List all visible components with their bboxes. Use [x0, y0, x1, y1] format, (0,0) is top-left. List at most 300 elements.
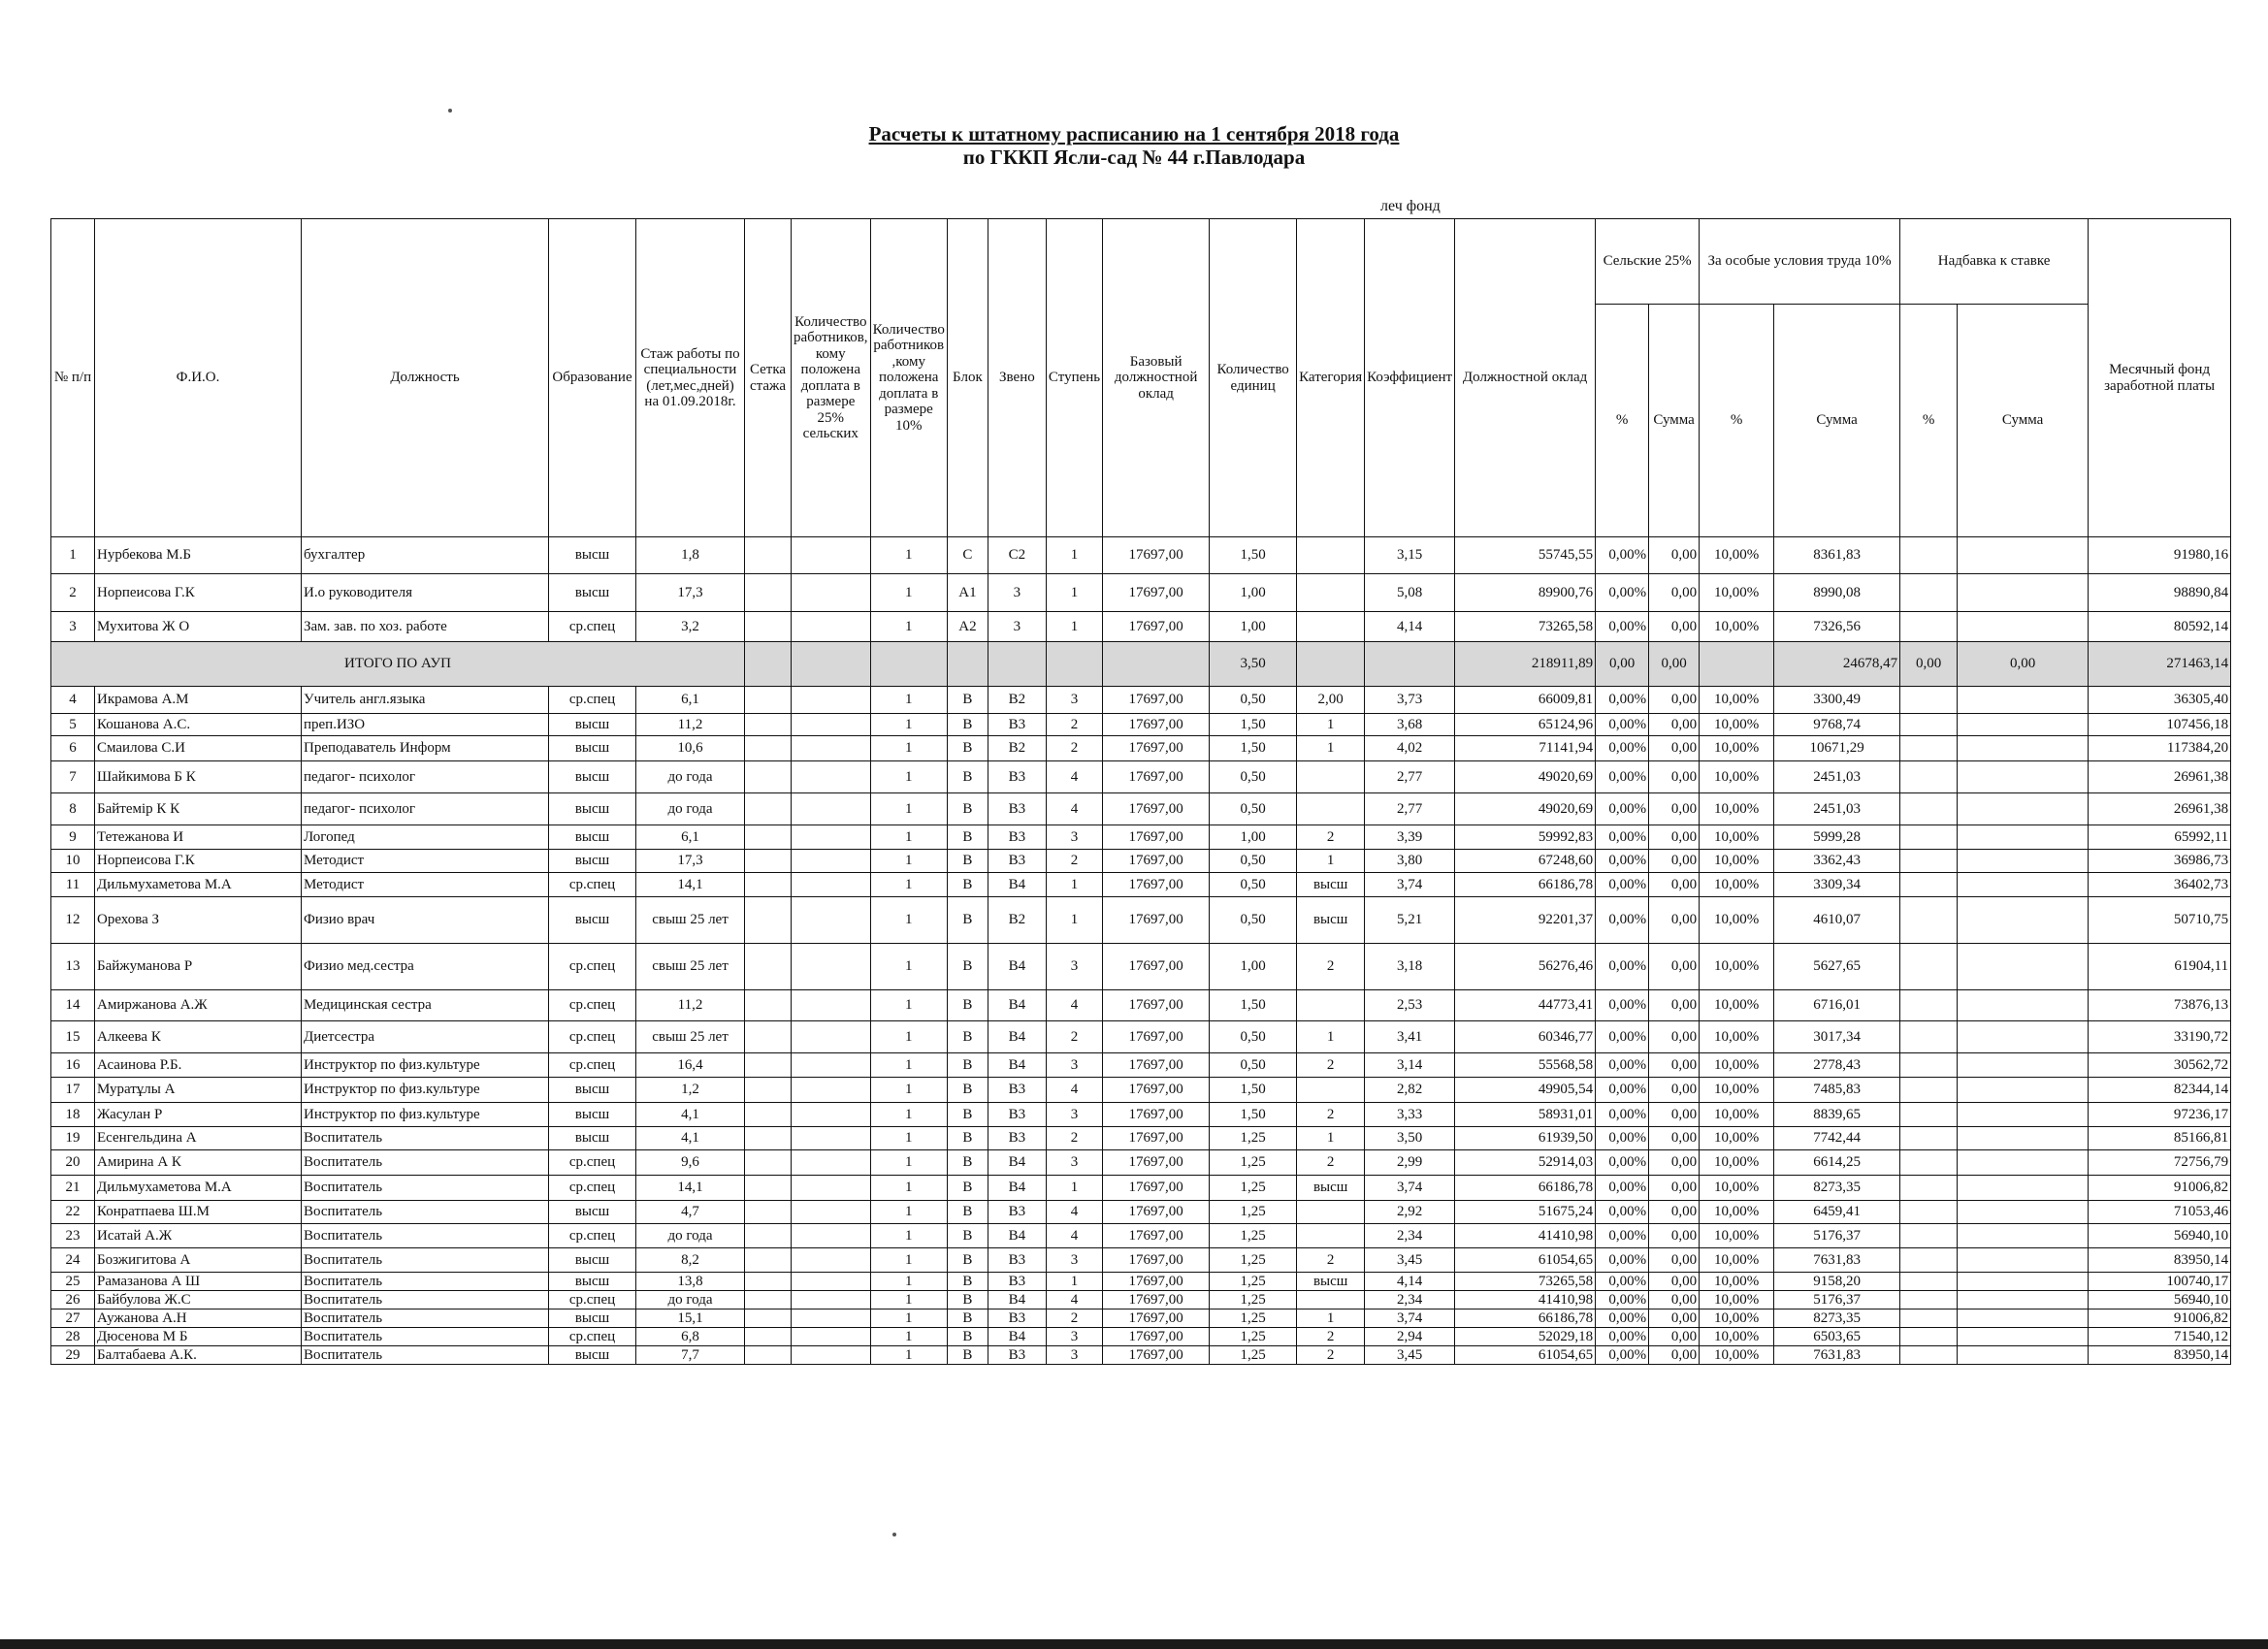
row-units: 0,50 [1210, 1053, 1297, 1078]
row-cond-sum: 5999,28 [1774, 825, 1900, 850]
table-row [51, 1291, 2231, 1310]
row-bonus-pct [1900, 1273, 1958, 1291]
row-link: В4 [988, 1021, 1046, 1053]
table-row [51, 1310, 2231, 1328]
row-position: Воспитатель [302, 1291, 549, 1310]
scan-speck [448, 109, 452, 113]
row-cond-sum: 8361,83 [1774, 537, 1900, 574]
row-salary: 51675,24 [1455, 1201, 1596, 1224]
row-salary: 49020,69 [1455, 761, 1596, 793]
row-count-rural [792, 944, 871, 990]
row-bonus-sum [1958, 736, 2089, 761]
row-step: 1 [1046, 1176, 1102, 1201]
row-fio: Байтемір К К [95, 793, 302, 825]
total-salary: 218911,89 [1455, 642, 1596, 687]
row-units: 1,00 [1210, 612, 1297, 642]
row-count-rural [792, 761, 871, 793]
col-group-bonus: Надбавка к ставке [1900, 219, 2089, 305]
row-education: ср.спец [549, 1053, 636, 1078]
row-coef: 3,74 [1365, 1176, 1455, 1201]
row-count-conditions: 1 [870, 897, 947, 944]
row-number: 20 [51, 1150, 95, 1176]
row-block: В [947, 944, 988, 990]
row-base-salary: 17697,00 [1103, 1273, 1210, 1291]
row-link: В3 [988, 1273, 1046, 1291]
col-education: Образование [549, 219, 636, 537]
row-salary: 52914,03 [1455, 1150, 1596, 1176]
row-experience: до года [636, 793, 745, 825]
row-block: В [947, 1346, 988, 1365]
row-link: В3 [988, 761, 1046, 793]
row-step: 4 [1046, 761, 1102, 793]
row-bonus-sum [1958, 1078, 2089, 1103]
row-count-conditions: 1 [870, 736, 947, 761]
row-base-salary: 17697,00 [1103, 1127, 1210, 1150]
row-category: высш [1297, 1273, 1365, 1291]
row-number: 14 [51, 990, 95, 1021]
row-monthly-fund: 56940,10 [2089, 1291, 2231, 1310]
row-number: 24 [51, 1248, 95, 1273]
row-block: В [947, 1176, 988, 1201]
row-bonus-pct [1900, 944, 1958, 990]
row-count-conditions: 1 [870, 944, 947, 990]
row-cond-sum: 7742,44 [1774, 1127, 1900, 1150]
row-number: 10 [51, 850, 95, 873]
row-count-conditions: 1 [870, 761, 947, 793]
row-count-conditions: 1 [870, 1201, 947, 1224]
col-num: № п/п [51, 219, 95, 537]
row-grid [745, 1310, 792, 1328]
row-step: 2 [1046, 736, 1102, 761]
row-experience: до года [636, 761, 745, 793]
row-base-salary: 17697,00 [1103, 1176, 1210, 1201]
row-grid [745, 873, 792, 897]
row-units: 0,50 [1210, 850, 1297, 873]
row-number: 9 [51, 825, 95, 850]
row-step: 3 [1046, 1053, 1102, 1078]
row-count-rural [792, 1346, 871, 1365]
row-coef: 2,53 [1365, 990, 1455, 1021]
document-subtitle: по ГККП Ясли-сад № 44 г.Павлодара [962, 146, 1306, 169]
row-count-conditions: 1 [870, 1103, 947, 1127]
row-cond-pct: 10,00% [1700, 1021, 1774, 1053]
row-monthly-fund: 26961,38 [2089, 793, 2231, 825]
row-bonus-sum [1958, 850, 2089, 873]
row-experience: 1,2 [636, 1078, 745, 1103]
row-grid [745, 944, 792, 990]
row-link: В3 [988, 825, 1046, 850]
row-count-conditions: 1 [870, 537, 947, 574]
row-bonus-sum [1958, 1021, 2089, 1053]
row-base-salary: 17697,00 [1103, 761, 1210, 793]
row-base-salary: 17697,00 [1103, 1310, 1210, 1328]
table-row [51, 1201, 2231, 1224]
row-cond-pct: 10,00% [1700, 1224, 1774, 1248]
row-experience: 8,2 [636, 1248, 745, 1273]
row-education: ср.спец [549, 1176, 636, 1201]
row-fio: Рамазанова А Ш [95, 1273, 302, 1291]
row-fio: Аужанова А.Н [95, 1310, 302, 1328]
row-experience: 13,8 [636, 1273, 745, 1291]
row-cond-sum: 5176,37 [1774, 1291, 1900, 1310]
row-category [1297, 761, 1365, 793]
row-experience: 9,6 [636, 1150, 745, 1176]
table-row [51, 897, 2231, 944]
row-grid [745, 793, 792, 825]
row-position: И.о руководителя [302, 574, 549, 612]
row-step: 4 [1046, 1224, 1102, 1248]
row-rural-pct: 0,00% [1596, 850, 1649, 873]
col-fio: Ф.И.О. [95, 219, 302, 537]
row-grid [745, 1176, 792, 1201]
row-fio: Орехова З [95, 897, 302, 944]
row-cond-pct: 10,00% [1700, 1291, 1774, 1310]
row-rural-sum: 0,00 [1649, 687, 1700, 714]
row-category: высш [1297, 1176, 1365, 1201]
row-rural-pct: 0,00% [1596, 1021, 1649, 1053]
row-cond-sum: 2451,03 [1774, 761, 1900, 793]
row-step: 3 [1046, 1150, 1102, 1176]
row-monthly-fund: 33190,72 [2089, 1021, 2231, 1053]
row-block: В [947, 825, 988, 850]
row-category: 1 [1297, 1021, 1365, 1053]
row-rural-sum: 0,00 [1649, 574, 1700, 612]
row-count-conditions: 1 [870, 793, 947, 825]
row-monthly-fund: 50710,75 [2089, 897, 2231, 944]
row-units: 1,00 [1210, 944, 1297, 990]
row-category [1297, 612, 1365, 642]
row-salary: 66186,78 [1455, 1176, 1596, 1201]
row-coef: 4,14 [1365, 1273, 1455, 1291]
row-bonus-pct [1900, 1248, 1958, 1273]
row-bonus-pct [1900, 1328, 1958, 1346]
row-number: 16 [51, 1053, 95, 1078]
row-rural-sum: 0,00 [1649, 1201, 1700, 1224]
row-category: 1 [1297, 714, 1365, 736]
row-education: ср.спец [549, 1021, 636, 1053]
row-position: Логопед [302, 825, 549, 850]
row-link: В4 [988, 1291, 1046, 1310]
row-position: Воспитатель [302, 1150, 549, 1176]
row-units: 1,25 [1210, 1248, 1297, 1273]
row-cond-sum: 6614,25 [1774, 1150, 1900, 1176]
row-cond-pct: 10,00% [1700, 612, 1774, 642]
row-bonus-sum [1958, 1328, 2089, 1346]
row-grid [745, 736, 792, 761]
row-monthly-fund: 26961,38 [2089, 761, 2231, 793]
row-rural-pct: 0,00% [1596, 1291, 1649, 1310]
row-base-salary: 17697,00 [1103, 537, 1210, 574]
row-bonus-sum [1958, 1248, 2089, 1273]
row-category: 2,00 [1297, 687, 1365, 714]
row-base-salary: 17697,00 [1103, 1103, 1210, 1127]
row-number: 23 [51, 1224, 95, 1248]
row-rural-pct: 0,00% [1596, 990, 1649, 1021]
row-coef: 5,08 [1365, 574, 1455, 612]
row-category: 2 [1297, 1328, 1365, 1346]
row-count-rural [792, 850, 871, 873]
row-bonus-pct [1900, 1053, 1958, 1078]
row-grid [745, 1078, 792, 1103]
row-rural-sum: 0,00 [1649, 736, 1700, 761]
row-monthly-fund: 36986,73 [2089, 850, 2231, 873]
col-category: Категория [1297, 219, 1365, 537]
row-cond-pct: 10,00% [1700, 1053, 1774, 1078]
row-cond-pct: 10,00% [1700, 1346, 1774, 1365]
row-step: 1 [1046, 897, 1102, 944]
row-category: высш [1297, 897, 1365, 944]
row-count-rural [792, 1310, 871, 1328]
row-count-conditions: 1 [870, 850, 947, 873]
row-bonus-pct [1900, 1021, 1958, 1053]
table-row [51, 1224, 2231, 1248]
row-bonus-sum [1958, 990, 2089, 1021]
row-bonus-sum [1958, 574, 2089, 612]
row-cond-sum: 3017,34 [1774, 1021, 1900, 1053]
row-salary: 49905,54 [1455, 1078, 1596, 1103]
row-bonus-pct [1900, 1224, 1958, 1248]
row-units: 1,25 [1210, 1346, 1297, 1365]
row-number: 8 [51, 793, 95, 825]
row-count-rural [792, 574, 871, 612]
col-position: Должность [302, 219, 549, 537]
row-rural-pct: 0,00% [1596, 1224, 1649, 1248]
row-link: В3 [988, 1201, 1046, 1224]
row-coef: 3,50 [1365, 1127, 1455, 1150]
row-cond-pct: 10,00% [1700, 1248, 1774, 1273]
row-position: Воспитатель [302, 1127, 549, 1150]
row-experience: 6,8 [636, 1328, 745, 1346]
col-block: Блок [947, 219, 988, 537]
row-coef: 3,74 [1365, 873, 1455, 897]
row-bonus-sum [1958, 687, 2089, 714]
row-block: В [947, 1291, 988, 1310]
row-position: Физио врач [302, 897, 549, 944]
row-bonus-pct [1900, 537, 1958, 574]
row-units: 0,50 [1210, 793, 1297, 825]
row-base-salary: 17697,00 [1103, 990, 1210, 1021]
row-number: 1 [51, 537, 95, 574]
row-experience: 10,6 [636, 736, 745, 761]
row-grid [745, 825, 792, 850]
row-coef: 2,77 [1365, 793, 1455, 825]
row-position: Зам. зав. по хоз. работе [302, 612, 549, 642]
row-salary: 61054,65 [1455, 1346, 1596, 1365]
row-number: 28 [51, 1328, 95, 1346]
col-monthly-fund: Месячный фонд заработной платы [2089, 219, 2231, 537]
row-rural-pct: 0,00% [1596, 825, 1649, 850]
row-salary: 60346,77 [1455, 1021, 1596, 1053]
row-link: В2 [988, 897, 1046, 944]
row-salary: 55745,55 [1455, 537, 1596, 574]
row-bonus-pct [1900, 825, 1958, 850]
row-category: 2 [1297, 1150, 1365, 1176]
row-block: В [947, 793, 988, 825]
row-salary: 66009,81 [1455, 687, 1596, 714]
row-step: 3 [1046, 1346, 1102, 1365]
row-base-salary: 17697,00 [1103, 897, 1210, 944]
row-rural-pct: 0,00% [1596, 537, 1649, 574]
table-row [51, 873, 2231, 897]
row-experience: 4,7 [636, 1201, 745, 1224]
row-position: Воспитатель [302, 1248, 549, 1273]
row-rural-sum: 0,00 [1649, 1346, 1700, 1365]
row-step: 1 [1046, 873, 1102, 897]
table-row [51, 1248, 2231, 1273]
row-education: высш [549, 1103, 636, 1127]
row-units: 1,50 [1210, 537, 1297, 574]
row-rural-pct: 0,00% [1596, 1248, 1649, 1273]
row-count-conditions: 1 [870, 1291, 947, 1310]
row-base-salary: 17697,00 [1103, 736, 1210, 761]
row-salary: 65124,96 [1455, 714, 1596, 736]
row-fio: Бозжигитова А [95, 1248, 302, 1273]
row-rural-sum: 0,00 [1649, 1328, 1700, 1346]
row-count-conditions: 1 [870, 1053, 947, 1078]
row-education: ср.спец [549, 1291, 636, 1310]
row-coef: 2,34 [1365, 1291, 1455, 1310]
row-bonus-pct [1900, 736, 1958, 761]
row-count-conditions: 1 [870, 1273, 947, 1291]
row-count-rural [792, 687, 871, 714]
row-block: В [947, 1053, 988, 1078]
row-coef: 4,14 [1365, 612, 1455, 642]
col-cond-pct: % [1700, 305, 1774, 537]
row-education: высш [549, 736, 636, 761]
row-count-rural [792, 793, 871, 825]
row-cond-sum: 3300,49 [1774, 687, 1900, 714]
row-position: Воспитатель [302, 1346, 549, 1365]
row-count-conditions: 1 [870, 1021, 947, 1053]
row-coef: 3,18 [1365, 944, 1455, 990]
row-position: Воспитатель [302, 1201, 549, 1224]
row-units: 1,50 [1210, 1103, 1297, 1127]
row-base-salary: 17697,00 [1103, 1328, 1210, 1346]
row-count-rural [792, 612, 871, 642]
row-category [1297, 793, 1365, 825]
row-block: В [947, 1201, 988, 1224]
table-row [51, 1150, 2231, 1176]
row-coef: 3,41 [1365, 1021, 1455, 1053]
row-fio: Дильмухаметова М.А [95, 1176, 302, 1201]
row-number: 11 [51, 873, 95, 897]
col-experience: Стаж работы по специальности (лет,мес,дней) на 01.09.2018г. [636, 219, 745, 537]
row-rural-pct: 0,00% [1596, 761, 1649, 793]
row-step: 3 [1046, 825, 1102, 850]
row-position: Воспитатель [302, 1273, 549, 1291]
row-bonus-pct [1900, 1103, 1958, 1127]
total-cond-sum: 24678,47 [1774, 642, 1900, 687]
row-experience: 17,3 [636, 850, 745, 873]
row-rural-pct: 0,00% [1596, 793, 1649, 825]
row-cond-pct: 10,00% [1700, 990, 1774, 1021]
row-cond-pct: 10,00% [1700, 1201, 1774, 1224]
row-category [1297, 1291, 1365, 1310]
row-education: ср.спец [549, 944, 636, 990]
row-cond-pct: 10,00% [1700, 825, 1774, 850]
row-fio: Дюсенова М Б [95, 1328, 302, 1346]
row-bonus-pct [1900, 990, 1958, 1021]
row-number: 21 [51, 1176, 95, 1201]
row-bonus-sum [1958, 537, 2089, 574]
row-step: 1 [1046, 574, 1102, 612]
table-row [51, 1328, 2231, 1346]
row-category [1297, 1201, 1365, 1224]
row-rural-pct: 0,00% [1596, 873, 1649, 897]
row-block: В [947, 1273, 988, 1291]
row-block: В [947, 873, 988, 897]
row-grid [745, 574, 792, 612]
row-base-salary: 17697,00 [1103, 850, 1210, 873]
row-units: 1,25 [1210, 1328, 1297, 1346]
row-monthly-fund: 36402,73 [2089, 873, 2231, 897]
row-cond-sum: 8839,65 [1774, 1103, 1900, 1127]
row-cond-pct: 10,00% [1700, 1328, 1774, 1346]
row-rural-sum: 0,00 [1649, 537, 1700, 574]
row-salary: 92201,37 [1455, 897, 1596, 944]
row-bonus-pct [1900, 1150, 1958, 1176]
row-category: 2 [1297, 825, 1365, 850]
row-rural-sum: 0,00 [1649, 1224, 1700, 1248]
row-rural-sum: 0,00 [1649, 825, 1700, 850]
row-category: 1 [1297, 1310, 1365, 1328]
row-units: 1,00 [1210, 574, 1297, 612]
row-grid [745, 612, 792, 642]
row-link: 3 [988, 574, 1046, 612]
row-monthly-fund: 107456,18 [2089, 714, 2231, 736]
row-count-conditions: 1 [870, 873, 947, 897]
row-count-rural [792, 1078, 871, 1103]
row-count-conditions: 1 [870, 1150, 947, 1176]
row-step: 3 [1046, 687, 1102, 714]
row-rural-sum: 0,00 [1649, 990, 1700, 1021]
row-coef: 3,14 [1365, 1053, 1455, 1078]
row-block: В [947, 1078, 988, 1103]
total-monthly-fund: 271463,14 [2089, 642, 2231, 687]
row-number: 25 [51, 1273, 95, 1291]
row-bonus-sum [1958, 1346, 2089, 1365]
row-monthly-fund: 73876,13 [2089, 990, 2231, 1021]
row-position: Учитель англ.языка [302, 687, 549, 714]
row-monthly-fund: 65992,11 [2089, 825, 2231, 850]
row-rural-sum: 0,00 [1649, 1310, 1700, 1328]
row-cond-pct: 10,00% [1700, 1078, 1774, 1103]
row-monthly-fund: 61904,11 [2089, 944, 2231, 990]
row-experience: до года [636, 1291, 745, 1310]
row-coef: 3,74 [1365, 1310, 1455, 1328]
row-coef: 3,45 [1365, 1248, 1455, 1273]
row-fio: Алкеева К [95, 1021, 302, 1053]
row-salary: 66186,78 [1455, 873, 1596, 897]
row-education: высш [549, 850, 636, 873]
scan-speck [892, 1533, 896, 1536]
row-base-salary: 17697,00 [1103, 1248, 1210, 1273]
row-bonus-sum [1958, 1150, 2089, 1176]
table-row [51, 850, 2231, 873]
row-count-rural [792, 714, 871, 736]
row-units: 0,50 [1210, 761, 1297, 793]
row-salary: 66186,78 [1455, 1310, 1596, 1328]
row-salary: 59992,83 [1455, 825, 1596, 850]
row-count-rural [792, 873, 871, 897]
row-bonus-sum [1958, 1273, 2089, 1291]
row-rural-pct: 0,00% [1596, 1176, 1649, 1201]
row-step: 4 [1046, 990, 1102, 1021]
row-experience: свыш 25 лет [636, 897, 745, 944]
row-position: Методист [302, 873, 549, 897]
row-grid [745, 714, 792, 736]
row-experience: до года [636, 1224, 745, 1248]
